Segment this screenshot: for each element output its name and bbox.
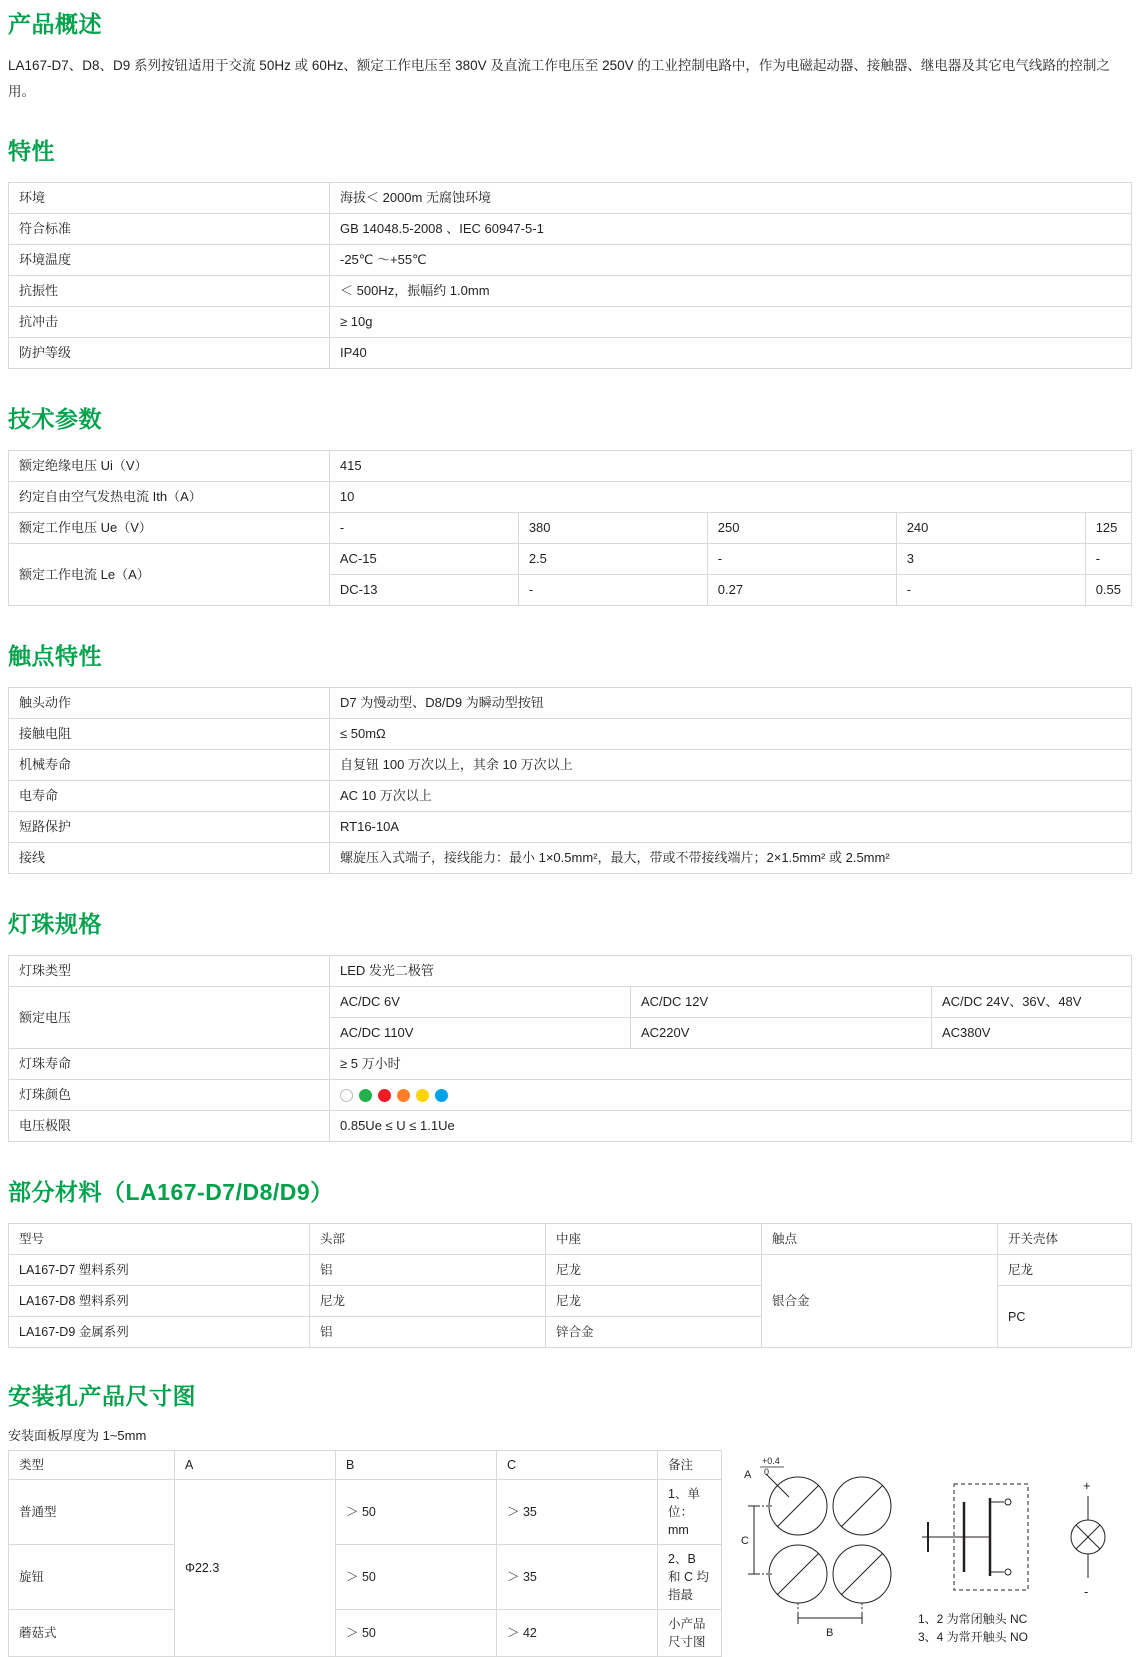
materials-base-1: 尼龙 [546,1286,762,1317]
tech-le-dc-0: DC-13 [329,575,518,606]
tech-ue-label: 额定工作电压 Ue（V） [9,513,330,544]
dim-c-1: ＞ 35 [497,1545,658,1610]
lamp-voltage-1-1: AC220V [631,1018,932,1049]
label-tol-upper: +0.4 [762,1456,780,1466]
materials-header-4: 开关壳体 [998,1224,1132,1255]
tech-ue-value-3: 240 [896,513,1085,544]
lamp-color-value [330,1080,1132,1111]
dimensions-title: 安装孔产品尺寸图 [8,1383,196,1409]
table-row [9,1480,722,1545]
materials-header-2: 中座 [546,1224,762,1255]
table-row [9,1610,722,1657]
contact-table [8,687,1132,874]
table-row [9,245,1132,276]
contact-label-5: 接线 [9,843,330,874]
materials-header-0: 型号 [9,1224,310,1255]
table-header-row [9,1224,1132,1255]
section-materials [8,1174,1132,1348]
features-value-2: -25℃ ～+55℃ [330,245,1132,276]
color-dot-green [359,1089,372,1102]
dim-note-1: 2、B 和 C 均指最 [658,1545,722,1610]
materials-title: 部分材料（LA167-D7/D8/D9） [8,1179,334,1205]
color-dot-red [378,1089,391,1102]
lamp-voltage-0-1: AC/DC 12V [631,987,932,1018]
features-label-4: 抗冲击 [9,307,330,338]
table-row [9,987,1132,1018]
contact-value-2: 自复钮 100 万次以上，其余 10 万次以上 [330,750,1132,781]
dim-note-0: 1、单位：mm [658,1480,722,1545]
label-c-text: C [741,1535,749,1547]
section-contact [8,638,1132,874]
table-row [9,1080,1132,1111]
table-row [9,719,1132,750]
contact-label-0: 触头动作 [9,688,330,719]
dim-header-1: A [175,1451,336,1480]
contact-title: 触点特性 [8,643,102,669]
contact-value-0: D7 为慢动型、D8/D9 为瞬动型按钮 [330,688,1132,719]
dim-type-0: 普通型 [9,1480,175,1545]
dim-b-0: ＞ 50 [336,1480,497,1545]
section-tech [8,401,1132,606]
features-value-5: IP40 [330,338,1132,369]
contact-value-4: RT16-10A [330,812,1132,843]
dim-type-1: 旋钮 [9,1545,175,1610]
label-tol-lower: 0 [764,1467,770,1477]
plus-sign: + [1083,1478,1091,1493]
materials-head-1: 尼龙 [310,1286,546,1317]
features-label-5: 防护等级 [9,338,330,369]
lamp-type-value: LED 发光二极管 [330,956,1132,987]
table-row [9,307,1132,338]
table-row [9,1545,722,1610]
materials-base-0: 尼龙 [546,1255,762,1286]
lamp-color-label: 灯珠颜色 [9,1080,330,1111]
table-row [9,214,1132,245]
features-value-4: ≥ 10g [330,307,1132,338]
materials-table [8,1223,1132,1348]
minus-sign: - [1084,1584,1089,1599]
lamp-life-value: ≥ 5 万小时 [330,1049,1132,1080]
lamp-table [8,955,1132,1142]
contact-label-4: 短路保护 [9,812,330,843]
dim-header-3: C [497,1451,658,1480]
contact-label-3: 电寿命 [9,781,330,812]
table-row [9,276,1132,307]
drawing-notes [918,1610,1028,1646]
lamp-color-swatches [340,1086,1121,1104]
materials-head-0: 铝 [310,1255,546,1286]
table-row [9,338,1132,369]
tech-le-dc-2: 0.27 [707,575,896,606]
lamp-limit-label: 电压极限 [9,1111,330,1142]
dim-a-value: Φ22.3 [175,1480,336,1657]
lamp-life-label: 灯珠寿命 [9,1049,330,1080]
table-header-row [9,1451,722,1480]
dimensions-content [8,1450,1132,1657]
dim-header-4: 备注 [658,1451,722,1480]
materials-model-0: LA167-D7 塑料系列 [9,1255,310,1286]
section-features [8,133,1132,369]
table-row [9,1255,1132,1286]
materials-base-2: 锌合金 [546,1317,762,1348]
drawing-note-1: 1、2 为常闭触头 NC [918,1612,1028,1626]
contact-value-3: AC 10 万次以上 [330,781,1132,812]
materials-model-2: LA167-D9 金属系列 [9,1317,310,1348]
contact-label-2: 机械寿命 [9,750,330,781]
mounting-hole-drawing [732,1450,1132,1650]
tech-le-label: 额定工作电流 Le（A） [9,544,330,606]
dim-c-0: ＞ 35 [497,1480,658,1545]
tech-ue-value-2: 250 [707,513,896,544]
overview-title: 产品概述 [8,11,102,37]
tech-le-ac-2: - [707,544,896,575]
tech-ue-value-0: - [329,513,518,544]
table-row [9,688,1132,719]
lamp-schematic [1071,1496,1105,1578]
section-lamp [8,906,1132,1142]
section-overview [8,0,1132,105]
color-dot-blue [435,1089,448,1102]
features-label-3: 抗振性 [9,276,330,307]
table-row [9,544,1132,575]
features-label-1: 符合标准 [9,214,330,245]
dimensions-subnote: 安装面板厚度为 1~5mm [8,1428,147,1443]
tech-le-ac-4: - [1085,544,1131,575]
table-row [9,812,1132,843]
table-row [9,1111,1132,1142]
materials-shell-0: 尼龙 [998,1255,1132,1286]
materials-model-1: LA167-D8 塑料系列 [9,1286,310,1317]
tech-ui-value: 415 [329,451,1131,482]
table-row [9,1049,1132,1080]
lamp-voltage-label: 额定电压 [9,987,330,1049]
tech-title: 技术参数 [8,406,102,432]
color-dot-white [340,1089,353,1102]
tech-ue-value-1: 380 [518,513,707,544]
table-row [9,750,1132,781]
materials-shell-1: PC [998,1286,1132,1348]
dim-header-0: 类型 [9,1451,175,1480]
features-table [8,182,1132,369]
lamp-title: 灯珠规格 [8,911,102,937]
materials-head-2: 铝 [310,1317,546,1348]
dim-type-2: 蘑菇式 [9,1610,175,1657]
features-label-2: 环境温度 [9,245,330,276]
materials-header-1: 头部 [310,1224,546,1255]
lamp-type-label: 灯珠类型 [9,956,330,987]
features-label-0: 环境 [9,183,330,214]
contact-value-1: ≤ 50mΩ [330,719,1132,750]
features-value-1: GB 14048.5-2008 、IEC 60947-5-1 [330,214,1132,245]
lamp-voltage-0-2: AC/DC 24V、36V、48V [932,987,1132,1018]
contact-label-1: 接触电阻 [9,719,330,750]
tech-ui-label: 额定绝缘电压 Ui（V） [9,451,330,482]
table-row [9,843,1132,874]
color-dot-orange [397,1089,410,1102]
dim-b-2: ＞ 50 [336,1610,497,1657]
dim-header-2: B [336,1451,497,1480]
tech-ith-label: 约定自由空气发热电流 Ith（A） [9,482,330,513]
label-a-text: A [744,1469,752,1481]
tech-ue-value-4: 125 [1085,513,1131,544]
dim-note-2: 小产品尺寸图 [658,1610,722,1657]
features-value-0: 海拔＜ 2000m 无腐蚀环境 [330,183,1132,214]
materials-contact-merged: 银合金 [762,1255,998,1348]
lamp-limit-value: 0.85Ue ≤ U ≤ 1.1Ue [330,1111,1132,1142]
contact-schematic [922,1484,1028,1590]
tech-table [8,450,1132,606]
tech-le-dc-3: - [896,575,1085,606]
tech-le-ac-3: 3 [896,544,1085,575]
materials-header-3: 触点 [762,1224,998,1255]
label-b-text: B [826,1627,834,1639]
dim-b-1: ＞ 50 [336,1545,497,1610]
section-dimensions [8,1378,1132,1657]
table-row [9,781,1132,812]
lamp-voltage-1-2: AC380V [932,1018,1132,1049]
drawing-note-2: 3、4 为常开触头 NO [918,1630,1029,1644]
table-row [9,956,1132,987]
table-row [9,513,1132,544]
overview-body: LA167-D7、D8、D9 系列按钮适用于交流 50Hz 或 60Hz、额定工作电压至 380V 及直流工作电压至 250V 的工业控制电路中，作为电磁起动器、接触器、继电器及其它电气线路的控制之用。 [8,58,1110,99]
table-row [9,451,1132,482]
contact-value-5: 螺旋压入式端子，接线能力：最小 1×0.5mm²，最大，带或不带接线端片；2×1.5mm² 或 2.5mm² [330,843,1132,874]
dim-c-2: ＞ 42 [497,1610,658,1657]
features-title: 特性 [8,138,55,164]
tech-le-dc-1: - [518,575,707,606]
tech-le-dc-4: 0.55 [1085,575,1131,606]
tech-ith-value: 10 [329,482,1131,513]
dimensions-table [8,1450,722,1657]
table-row [9,183,1132,214]
lamp-voltage-0-0: AC/DC 6V [330,987,631,1018]
tech-le-ac-1: 2.5 [518,544,707,575]
features-value-3: ＜ 500Hz，振幅约 1.0mm [330,276,1132,307]
color-dot-yellow [416,1089,429,1102]
lamp-voltage-1-0: AC/DC 110V [330,1018,631,1049]
tech-le-ac-0: AC-15 [329,544,518,575]
table-row [9,482,1132,513]
